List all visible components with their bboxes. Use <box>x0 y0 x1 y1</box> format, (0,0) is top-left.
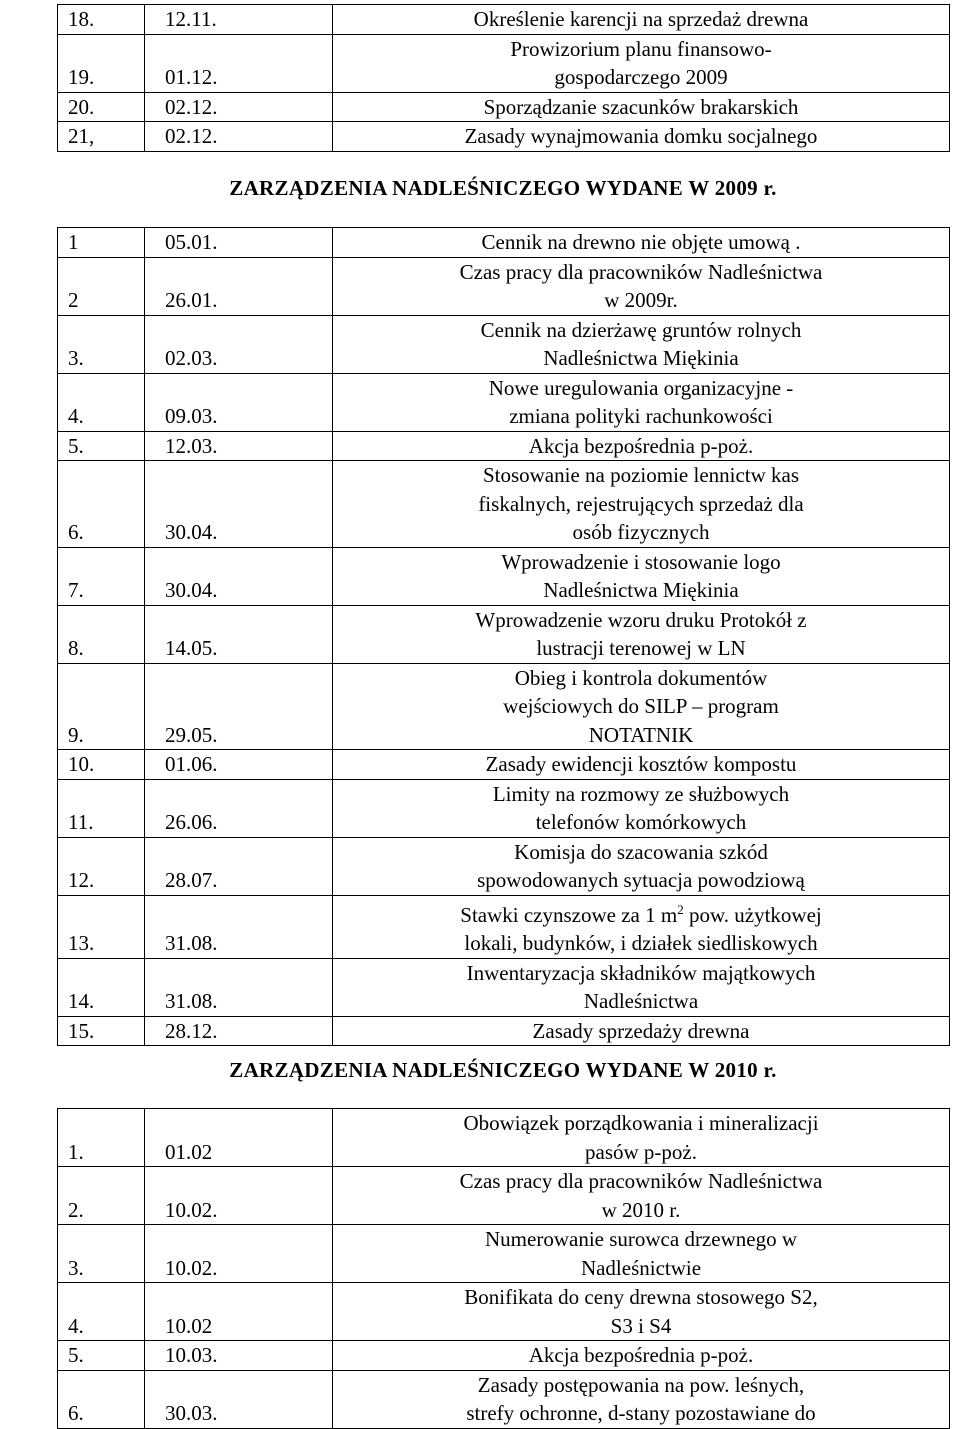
order-title: Nowe uregulowania organizacyjne - zmiana polityki rachunkowości <box>333 373 950 431</box>
order-title: Numerowanie surowca drzewnego w Nadleśnictwie <box>333 1225 950 1283</box>
table-row <box>58 257 950 315</box>
order-title: Zasady ewidencji kosztów kompostu <box>333 750 950 780</box>
table-row <box>58 1225 950 1283</box>
table-row <box>58 228 950 258</box>
table-row <box>58 547 950 605</box>
order-number: 20. <box>58 92 145 122</box>
order-title: Zasady sprzedaży drewna <box>333 1016 950 1046</box>
order-date: 02.03. <box>145 315 333 373</box>
order-date: 01.02 <box>145 1109 333 1167</box>
order-number: 3. <box>58 315 145 373</box>
order-date: 01.06. <box>145 750 333 780</box>
table-row <box>58 461 950 548</box>
order-number: 6. <box>58 1370 145 1428</box>
table-row <box>58 1167 950 1225</box>
order-date: 02.12. <box>145 92 333 122</box>
table-row <box>58 1016 950 1046</box>
table-row <box>58 895 950 958</box>
order-number: 10. <box>58 750 145 780</box>
order-number: 8. <box>58 605 145 663</box>
table-row <box>58 1109 950 1167</box>
table-row <box>58 1341 950 1371</box>
order-number: 18. <box>58 5 145 35</box>
section-heading-2010: ZARZĄDZENIA NADLEŚNICZEGO WYDANE W 2010 r. <box>229 1058 777 1082</box>
order-number: 6. <box>58 461 145 548</box>
order-date: 31.08. <box>145 895 333 958</box>
order-title: Stosowanie na poziomie lennictw kas fiskalnych, rejestrujących sprzedaż dla osób fizycznych <box>333 461 950 548</box>
order-date: 01.12. <box>145 34 333 92</box>
table-row <box>58 1370 950 1428</box>
table-row <box>58 431 950 461</box>
order-date: 28.07. <box>145 837 333 895</box>
table-row <box>58 779 950 837</box>
order-date: 26.01. <box>145 257 333 315</box>
order-date: 30.04. <box>145 547 333 605</box>
section-heading-2009: ZARZĄDZENIA NADLEŚNICZEGO WYDANE W 2009 r. <box>229 176 777 200</box>
order-title: Komisja do szacowania szkód spowodowanych sytuacja powodziową <box>333 837 950 895</box>
order-title: Akcja bezpośrednia p-poż. <box>333 1341 950 1371</box>
order-title: Limity na rozmowy ze służbowych telefonów komórkowych <box>333 779 950 837</box>
order-date: 10.02 <box>145 1283 333 1341</box>
order-date: 05.01. <box>145 228 333 258</box>
table-row <box>58 122 950 152</box>
order-number: 3. <box>58 1225 145 1283</box>
order-date: 29.05. <box>145 663 333 750</box>
order-date: 31.08. <box>145 958 333 1016</box>
table-row <box>58 605 950 663</box>
order-number: 1. <box>58 1109 145 1167</box>
order-title: Zasady wynajmowania domku socjalnego <box>333 122 950 152</box>
order-date: 10.02. <box>145 1167 333 1225</box>
order-number: 12. <box>58 837 145 895</box>
order-date: 26.06. <box>145 779 333 837</box>
order-title: Cennik na drewno nie objęte umową . <box>333 228 950 258</box>
order-date: 12.03. <box>145 431 333 461</box>
orders-table-2010 <box>57 1108 950 1429</box>
order-title: Akcja bezpośrednia p-poż. <box>333 431 950 461</box>
order-number: 2 <box>58 257 145 315</box>
order-date: 02.12. <box>145 122 333 152</box>
order-title: Obieg i kontrola dokumentów wejściowych do SILP – program NOTATNIK <box>333 663 950 750</box>
order-number: 4. <box>58 1283 145 1341</box>
order-title <box>333 895 950 958</box>
table-row <box>58 373 950 431</box>
order-date: 09.03. <box>145 373 333 431</box>
table-row <box>58 315 950 373</box>
order-title: Wprowadzenie wzoru druku Protokół z lustracji terenowej w LN <box>333 605 950 663</box>
order-title: Bonifikata do ceny drewna stosowego S2, S3 i S4 <box>333 1283 950 1341</box>
order-title: Czas pracy dla pracowników Nadleśnictwa w 2009r. <box>333 257 950 315</box>
order-title: Obowiązek porządkowania i mineralizacji pasów p-poż. <box>333 1109 950 1167</box>
table-row <box>58 750 950 780</box>
table-row <box>58 663 950 750</box>
superscript: 2 <box>677 901 684 917</box>
order-date: 28.12. <box>145 1016 333 1046</box>
order-title: Sporządzanie szacunków brakarskich <box>333 92 950 122</box>
table-row <box>58 5 950 35</box>
order-number: 11. <box>58 779 145 837</box>
order-title: Określenie karencji na sprzedaż drewna <box>333 5 950 35</box>
order-number: 7. <box>58 547 145 605</box>
order-title: Czas pracy dla pracowników Nadleśnictwa w 2010 r. <box>333 1167 950 1225</box>
order-number: 15. <box>58 1016 145 1046</box>
table-row <box>58 34 950 92</box>
order-title-part: Stawki czynszowe za 1 m <box>460 902 678 927</box>
table-row <box>58 958 950 1016</box>
order-number: 9. <box>58 663 145 750</box>
table-row <box>58 92 950 122</box>
order-number: 5. <box>58 431 145 461</box>
order-number: 21, <box>58 122 145 152</box>
order-title: Wprowadzenie i stosowanie logo Nadleśnictwa Miękinia <box>333 547 950 605</box>
order-number: 14. <box>58 958 145 1016</box>
order-number: 13. <box>58 895 145 958</box>
order-number: 4. <box>58 373 145 431</box>
table-row <box>58 837 950 895</box>
order-date: 10.02. <box>145 1225 333 1283</box>
order-title: Inwentaryzacja składników majątkowych Nadleśnictwa <box>333 958 950 1016</box>
order-date: 30.04. <box>145 461 333 548</box>
order-number: 1 <box>58 228 145 258</box>
order-date: 30.03. <box>145 1370 333 1428</box>
orders-table-2009 <box>57 227 950 1046</box>
order-title-part: pow. użytkowej lokali, budynków, i działek siedliskowych <box>464 902 822 955</box>
table-row <box>58 1283 950 1341</box>
order-title: Cennik na dzierżawę gruntów rolnych Nadleśnictwa Miękinia <box>333 315 950 373</box>
order-date: 14.05. <box>145 605 333 663</box>
orders-table-2008-continued <box>57 4 950 152</box>
order-title: Zasady postępowania na pow. leśnych, strefy ochronne, d-stany pozostawiane do <box>333 1370 950 1428</box>
order-number: 2. <box>58 1167 145 1225</box>
order-date: 10.03. <box>145 1341 333 1371</box>
order-date: 12.11. <box>145 5 333 35</box>
order-title: Prowizorium planu finansowo- gospodarczego 2009 <box>333 34 950 92</box>
order-number: 5. <box>58 1341 145 1371</box>
order-number: 19. <box>58 34 145 92</box>
